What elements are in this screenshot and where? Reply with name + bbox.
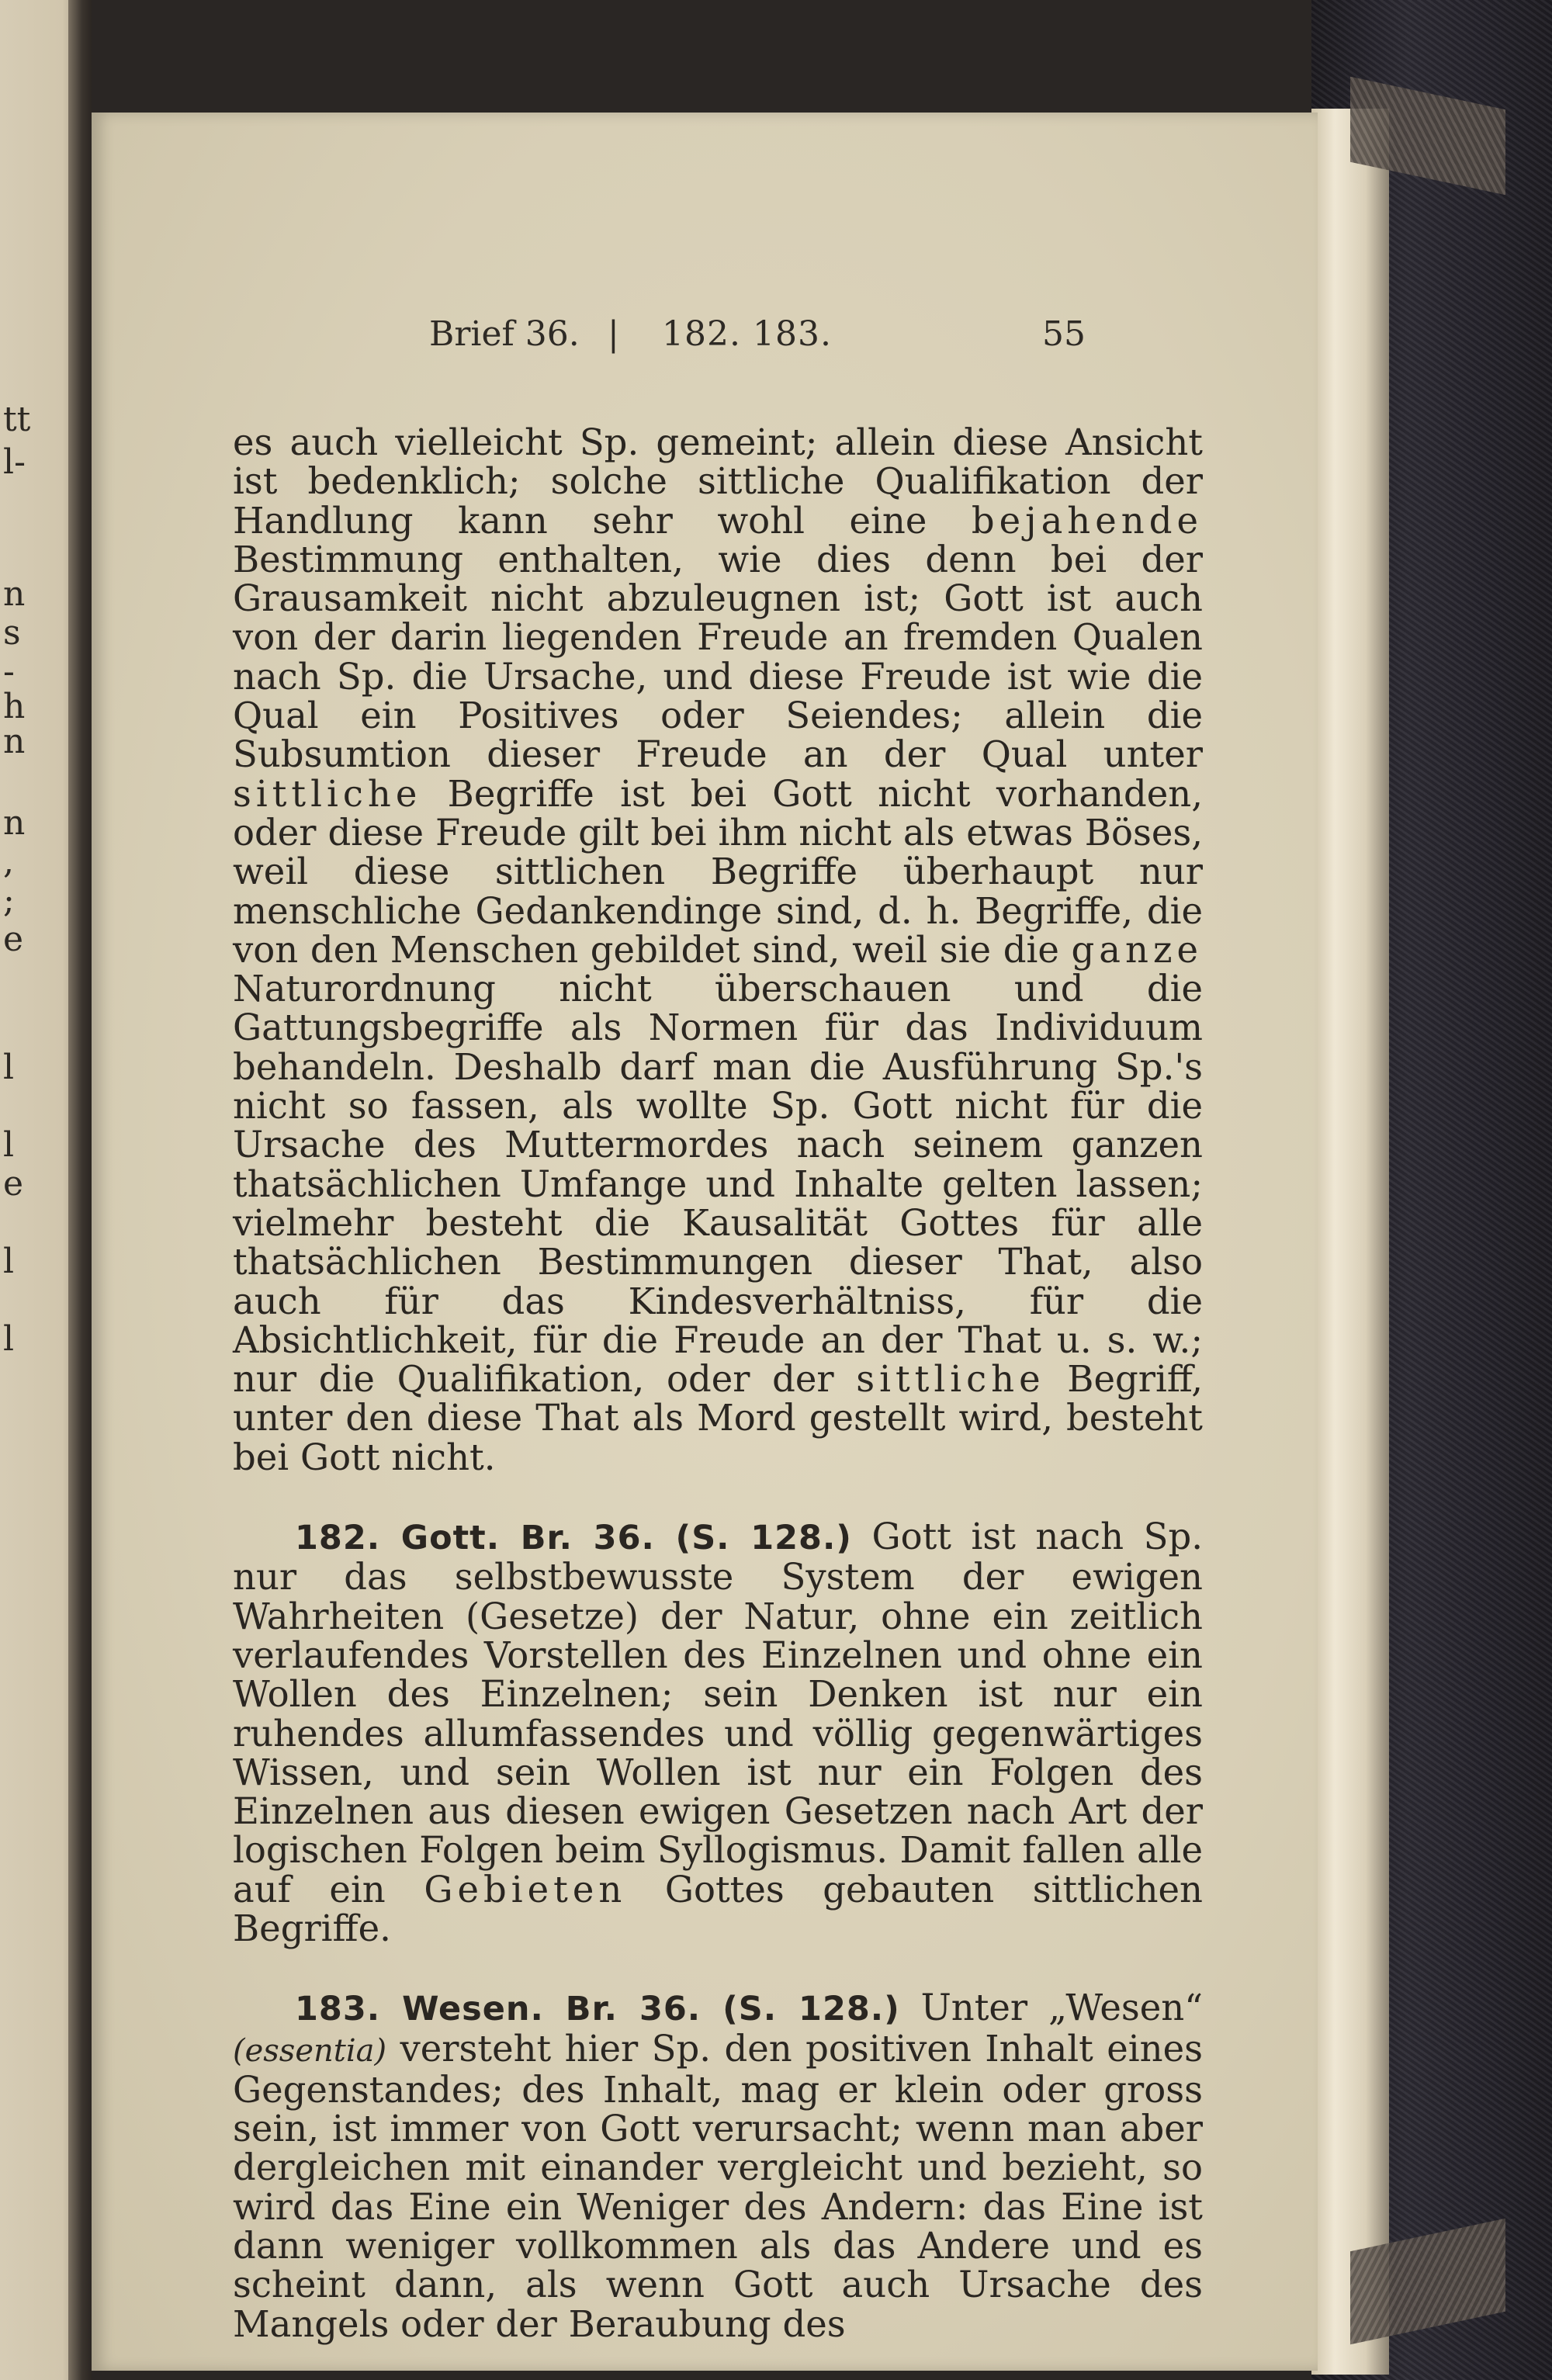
fragment: tt [3, 400, 31, 439]
text-run: versteht hier Sp. den positiven Inhalt eines Gegenstandes; des Inhalt, mag er klein oder gross sein, ist immer von Gott verursacht; wenn man aber dergleichen mit einander vergleicht und bezieht, so wird das Eine ein Weniger des Andern: das Eine ist dann weniger vollkommen als das Andere und es scheint dann, als wenn Gott auch Ursache des Mangels oder der Beraubung des [233, 2027, 1203, 2345]
emphasis: bejahende [971, 499, 1203, 542]
text-run: Gott ist nach Sp. nur das selbstbewusste System der ewigen Wahrheiten (Gesetze) der Natur, ohne ein zeitlich verlaufendes Vorstellen des Einzelnen und ohne ein Wollen des Einzelnen; sein Denken ist nur ein ruhendes allumfassendes und völlig gegenwärtiges Wissen, und sein Wollen ist nur ein Folgen des Einzelnen aus diesen ewigen Gesetzen nach Art der logischen Folgen beim Syllogismus. Damit fallen alle auf ein [233, 1516, 1203, 1911]
paragraph-182 [233, 1517, 1203, 1948]
book-gutter [68, 0, 92, 2380]
text-run: Unter „Wesen“ [899, 1987, 1203, 2029]
italic-term: (essentia) [233, 2032, 387, 2069]
fragment: n [3, 722, 26, 761]
emphasis: sittliche [233, 772, 422, 815]
fragment: n [3, 574, 26, 614]
fragment: l [3, 1319, 15, 1359]
section-heading: 182. Gott. Br. 36. (S. 128.) [295, 1519, 852, 1558]
emphasis: ganze [1071, 928, 1203, 971]
fragment: l [3, 1048, 15, 1087]
header-separator: | [608, 314, 619, 354]
page-block-edge [1311, 109, 1389, 2375]
text-run: Naturordnung nicht überschauen und die Gattungsbegriffe als Normen für das Individuum behandeln. Deshalb darf man die Ausführung Sp.'s nicht so fassen, als wollte Sp. Gott nicht für die Ursache des Muttermordes nach seinem ganzen thatsächlichen Umfange und Inhalte gelten lassen; vielmehr besteht die Kausalität Gottes für alle thatsächlichen Bestimmungen dieser That, also auch für das Kindesverhältniss, für die Absichtlichkeit, für die Freude an der That u. s. w.; nur die Qualifikation, oder der [233, 968, 1203, 1401]
fragment: l [3, 1242, 15, 1281]
fragment: ; [3, 881, 15, 920]
section-heading: 183. Wesen. Br. 36. (S. 128.) [295, 1990, 900, 2029]
fragment: e [3, 1164, 24, 1204]
facing-page-fragments [0, 116, 74, 1436]
emphasis: sittliche [856, 1358, 1045, 1401]
text-run: Begriffe ist bei Gott nicht vorhanden, oder diese Freude gilt bei ihm nicht als etwas Böses, weil diese sittlichen Begriffe überhaupt nur menschliche Gedankendinge sind, d. h. Begriffe, die von den Menschen gebildet sind, weil sie die [233, 772, 1203, 971]
emphasis: Gebieten [424, 1868, 627, 1911]
text-run: Gottes gebauten sittlichen Begriffe. [233, 1868, 1203, 1949]
paragraph-183 [233, 1988, 1203, 2344]
fragment: - [3, 652, 15, 691]
body-text [233, 423, 1203, 2344]
fragment: l [3, 1125, 15, 1165]
text-run: es auch vielleicht Sp. gemeint; allein diese Ansicht ist bedenklich; solche sittliche Qualifikation der Handlung kann sehr wohl eine [233, 421, 1203, 542]
running-title: Brief 36. [429, 314, 580, 354]
fragment: s [3, 613, 21, 653]
fragment: l- [3, 442, 26, 482]
page-number: 55 [1042, 314, 1086, 354]
text-run: Bestimmung enthalten, wie dies denn bei der Grausamkeit nicht abzuleugnen ist; Gott ist auch von der darin liegenden Freude an fremden Qualen nach Sp. die Ursache, und diese Freude ist wie die Qual ein Positives oder Seiendes; allein die Subsumtion dieser Freude an der Qual unter [233, 538, 1203, 776]
text-run: Begriff, unter den diese That als Mord gestellt wird, besteht bei Gott nicht. [233, 1358, 1203, 1478]
fragment: h [3, 687, 26, 726]
fragment: e [3, 920, 24, 959]
paragraph-continuation [233, 423, 1203, 1477]
running-header [92, 314, 1318, 376]
fragment: n [3, 803, 26, 843]
fragment: , [3, 842, 14, 882]
section-numbers: 182. 183. [662, 314, 832, 354]
book-page [92, 113, 1318, 2371]
